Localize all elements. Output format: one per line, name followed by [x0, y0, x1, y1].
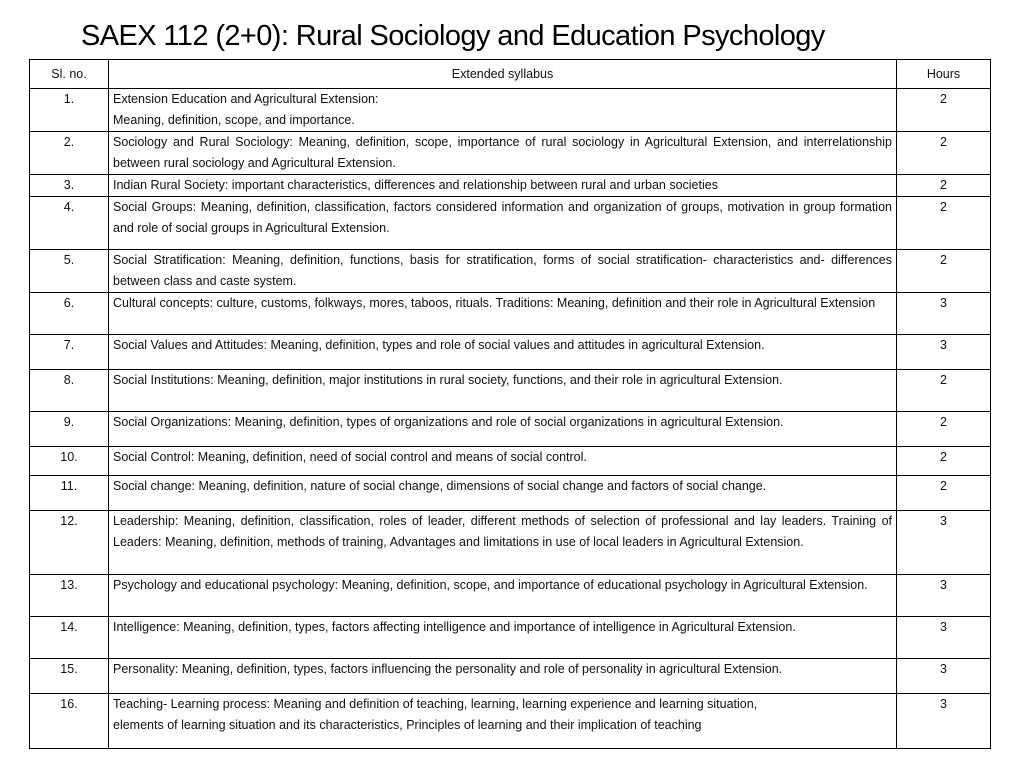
table-row	[30, 89, 991, 132]
table-row	[30, 447, 991, 476]
row-sl-no: 4.	[30, 197, 109, 250]
row-hours: 2	[897, 197, 991, 250]
row-sl-no: 9.	[30, 412, 109, 447]
row-hours: 3	[897, 694, 991, 749]
row-sl-no: 8.	[30, 370, 109, 412]
syllabus-text-line: Cultural concepts: culture, customs, folkways, mores, taboos, rituals. Traditions: Meaning, definition and their role in Agricultural Extension	[113, 296, 876, 310]
syllabus-text-line: Social Stratification: Meaning, definition, functions, basis for stratification, forms of social stratification- characteristics and- differences between class and caste system.	[113, 253, 892, 288]
syllabus-text-line: Extension Education and Agricultural Extension:	[113, 92, 379, 106]
row-hours: 2	[897, 132, 991, 175]
row-syllabus-topic	[109, 694, 897, 749]
table-row	[30, 412, 991, 447]
table-header-row	[30, 60, 991, 89]
row-syllabus-topic	[109, 293, 897, 335]
table-row	[30, 175, 991, 197]
row-syllabus-topic	[109, 335, 897, 370]
row-syllabus-topic	[109, 175, 897, 197]
table-row	[30, 197, 991, 250]
row-syllabus-topic	[109, 89, 897, 132]
row-sl-no: 12.	[30, 511, 109, 575]
row-hours: 3	[897, 335, 991, 370]
table-row	[30, 694, 991, 749]
row-sl-no: 16.	[30, 694, 109, 749]
syllabus-text-line: Teaching- Learning process: Meaning and definition of teaching, learning, learning experience and learning situation,	[113, 697, 758, 711]
header-sl-no: Sl. no.	[30, 60, 109, 89]
row-syllabus-topic	[109, 250, 897, 293]
table-row	[30, 575, 991, 617]
row-hours: 3	[897, 293, 991, 335]
syllabus-text-line: Social change: Meaning, definition, nature of social change, dimensions of social change and factors of social change.	[113, 479, 767, 493]
syllabus-text-line: Social Control: Meaning, definition, need of social control and means of social control.	[113, 450, 587, 464]
row-hours: 3	[897, 575, 991, 617]
syllabus-text-line: Sociology and Rural Sociology: Meaning, definition, scope, importance of rural sociology in Agricultural Extension, and interrelationship between rural sociology and Agricultural Extension.	[113, 135, 892, 170]
table-row	[30, 476, 991, 511]
row-hours: 3	[897, 511, 991, 575]
table-row	[30, 293, 991, 335]
syllabus-text-line: Leadership: Meaning, definition, classification, roles of leader, different methods of selection of professional and lay leaders. Training of Leaders: Meaning, definition, methods of training, Advantages and limitations in use of local leaders in Agricultural Extension.	[113, 514, 892, 549]
syllabus-text-line: Indian Rural Society: important characteristics, differences and relationship between rural and urban societies	[113, 178, 718, 192]
syllabus-text-line: Social Institutions: Meaning, definition, major institutions in rural society, functions, and their role in agricultural Extension.	[113, 373, 783, 387]
row-hours: 2	[897, 447, 991, 476]
header-extended-syllabus: Extended syllabus	[109, 60, 897, 89]
page-title: SAEX 112 (2+0): Rural Sociology and Education Psychology	[81, 20, 825, 52]
row-syllabus-topic	[109, 197, 897, 250]
row-hours: 2	[897, 412, 991, 447]
table-row	[30, 659, 991, 694]
row-syllabus-topic	[109, 447, 897, 476]
syllabus-text-line: Intelligence: Meaning, definition, types, factors affecting intelligence and importance of intelligence in Agricultural Extension.	[113, 620, 796, 634]
table-row	[30, 132, 991, 175]
row-syllabus-topic	[109, 370, 897, 412]
row-hours: 2	[897, 370, 991, 412]
row-sl-no: 6.	[30, 293, 109, 335]
syllabus-text-line: Psychology and educational psychology: Meaning, definition, scope, and importance of educational psychology in Agricultural Extension.	[113, 578, 868, 592]
table-row	[30, 511, 991, 575]
row-sl-no: 15.	[30, 659, 109, 694]
row-sl-no: 14.	[30, 617, 109, 659]
table-row	[30, 617, 991, 659]
row-hours: 2	[897, 250, 991, 293]
row-hours: 3	[897, 659, 991, 694]
syllabus-text-line: Social Values and Attitudes: Meaning, definition, types and role of social values and attitudes in agricultural Extension.	[113, 338, 765, 352]
row-sl-no: 11.	[30, 476, 109, 511]
row-hours: 2	[897, 89, 991, 132]
syllabus-text-line: Social Groups: Meaning, definition, classification, factors considered information and organization of groups, motivation in group formation and role of social groups in Agricultural Extension.	[113, 200, 892, 235]
row-sl-no: 1.	[30, 89, 109, 132]
row-sl-no: 2.	[30, 132, 109, 175]
header-hours: Hours	[897, 60, 991, 89]
table-row	[30, 335, 991, 370]
row-syllabus-topic	[109, 511, 897, 575]
syllabus-text-line: Meaning, definition, scope, and importance.	[113, 113, 355, 127]
row-hours: 3	[897, 617, 991, 659]
row-syllabus-topic	[109, 659, 897, 694]
row-hours: 2	[897, 476, 991, 511]
syllabus-text-line: elements of learning situation and its characteristics, Principles of learning and their implication of teaching	[113, 718, 702, 732]
row-sl-no: 5.	[30, 250, 109, 293]
row-sl-no: 3.	[30, 175, 109, 197]
row-sl-no: 13.	[30, 575, 109, 617]
row-syllabus-topic	[109, 617, 897, 659]
table-row	[30, 250, 991, 293]
row-syllabus-topic	[109, 412, 897, 447]
row-syllabus-topic	[109, 132, 897, 175]
syllabus-text-line: Social Organizations: Meaning, definition, types of organizations and role of social organizations in agricultural Extension.	[113, 415, 784, 429]
syllabus-text-line: Personality: Meaning, definition, types, factors influencing the personality and role of personality in agricultural Extension.	[113, 662, 783, 676]
row-syllabus-topic	[109, 476, 897, 511]
row-sl-no: 10.	[30, 447, 109, 476]
row-hours: 2	[897, 175, 991, 197]
row-syllabus-topic	[109, 575, 897, 617]
row-sl-no: 7.	[30, 335, 109, 370]
table-row	[30, 370, 991, 412]
syllabus-table	[29, 59, 991, 749]
